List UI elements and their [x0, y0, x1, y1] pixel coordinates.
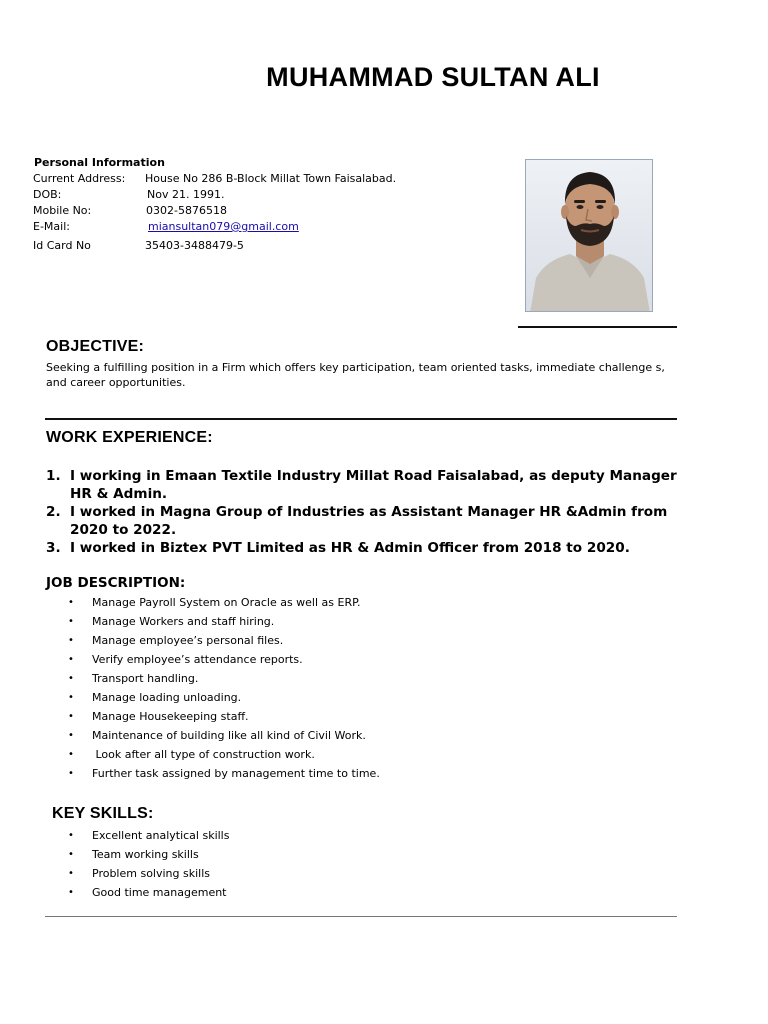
resume-name: MUHAMMAD SULTAN ALI — [266, 62, 600, 92]
work-item — [46, 539, 686, 557]
list-item-text: Problem solving skills — [92, 867, 211, 880]
profile-photo — [525, 159, 653, 312]
email-label: E-Mail: — [33, 220, 70, 233]
bullet-icon: • — [68, 692, 74, 703]
bullet-icon: • — [68, 849, 74, 860]
key-skills-title: KEY SKILLS: — [52, 805, 154, 822]
work-item-number: 3. — [46, 540, 61, 556]
dob-label: DOB: — [33, 188, 62, 201]
id-card-value: 35403-3488479-5 — [145, 239, 244, 252]
list-item-text: Transport handling. — [92, 672, 199, 685]
list-item-text: Manage Payroll System on Oracle as well as ERP. — [92, 596, 361, 609]
bullet-icon: • — [68, 654, 74, 665]
objective-title: OBJECTIVE: — [46, 338, 145, 355]
list-item-text: Further task assigned by management time to time. — [92, 767, 380, 780]
email-link[interactable]: miansultan079@gmail.com — [148, 220, 299, 233]
bullet-icon: • — [68, 673, 74, 684]
address-value: House No 286 B-Block Millat Town Faisalabad. — [145, 172, 397, 185]
work-experience-list — [46, 467, 686, 557]
bullet-icon: • — [68, 616, 74, 627]
mobile-label: Mobile No: — [33, 204, 92, 217]
photo-divider — [518, 326, 677, 328]
list-item-text: Verify employee’s attendance reports. — [92, 653, 303, 666]
work-item-text: I worked in Magna Group of Industries as Assistant Manager HR &Admin from 2020 to 2022. — [70, 504, 668, 538]
work-item-number: 2. — [46, 504, 61, 520]
job-description-title: JOB DESCRIPTION: — [46, 575, 186, 591]
work-item-number: 1. — [46, 468, 61, 484]
list-item-text: Team working skills — [92, 848, 199, 861]
list-item-text: Manage Housekeeping staff. — [92, 710, 249, 723]
bullet-icon: • — [68, 711, 74, 722]
mobile-value: 0302-5876518 — [146, 204, 227, 217]
bullet-icon: • — [68, 635, 74, 646]
bullet-icon: • — [68, 830, 74, 841]
personal-info-heading: Personal Information — [34, 156, 165, 169]
list-item-text: Good time management — [92, 886, 227, 899]
portrait-image — [526, 160, 653, 312]
bullet-icon: • — [68, 868, 74, 879]
section-divider-bottom — [45, 916, 677, 917]
bullet-icon: • — [68, 749, 74, 760]
work-item-text: I working in Emaan Textile Industry Millat Road Faisalabad, as deputy Manager HR & Admin. — [70, 468, 677, 502]
list-item-text: Manage Workers and staff hiring. — [92, 615, 275, 628]
bullet-icon: • — [68, 730, 74, 741]
section-divider-top — [45, 418, 677, 420]
objective-text: Seeking a fulfilling position in a Firm which offers key participation, team oriented tasks, immediate challenge s, and career opportunities. — [46, 361, 665, 389]
list-item-text: Manage employee’s personal files. — [92, 634, 284, 647]
list-item-text: Manage loading unloading. — [92, 691, 242, 704]
list-item-text: Maintenance of building like all kind of Civil Work. — [92, 729, 366, 742]
bullet-icon: • — [68, 597, 74, 608]
address-label: Current Address: — [33, 172, 126, 185]
work-item — [46, 503, 686, 539]
work-item-text: I worked in Biztex PVT Limited as HR & Admin Officer from 2018 to 2020. — [70, 540, 630, 556]
bullet-icon: • — [68, 887, 74, 898]
list-item-text: Look after all type of construction work. — [92, 748, 315, 761]
work-item — [46, 467, 686, 503]
dob-value: Nov 21. 1991. — [147, 188, 225, 201]
bullet-icon: • — [68, 768, 74, 779]
work-experience-title: WORK EXPERIENCE: — [46, 429, 213, 446]
id-card-label: Id Card No — [33, 239, 91, 252]
list-item-text: Excellent analytical skills — [92, 829, 230, 842]
